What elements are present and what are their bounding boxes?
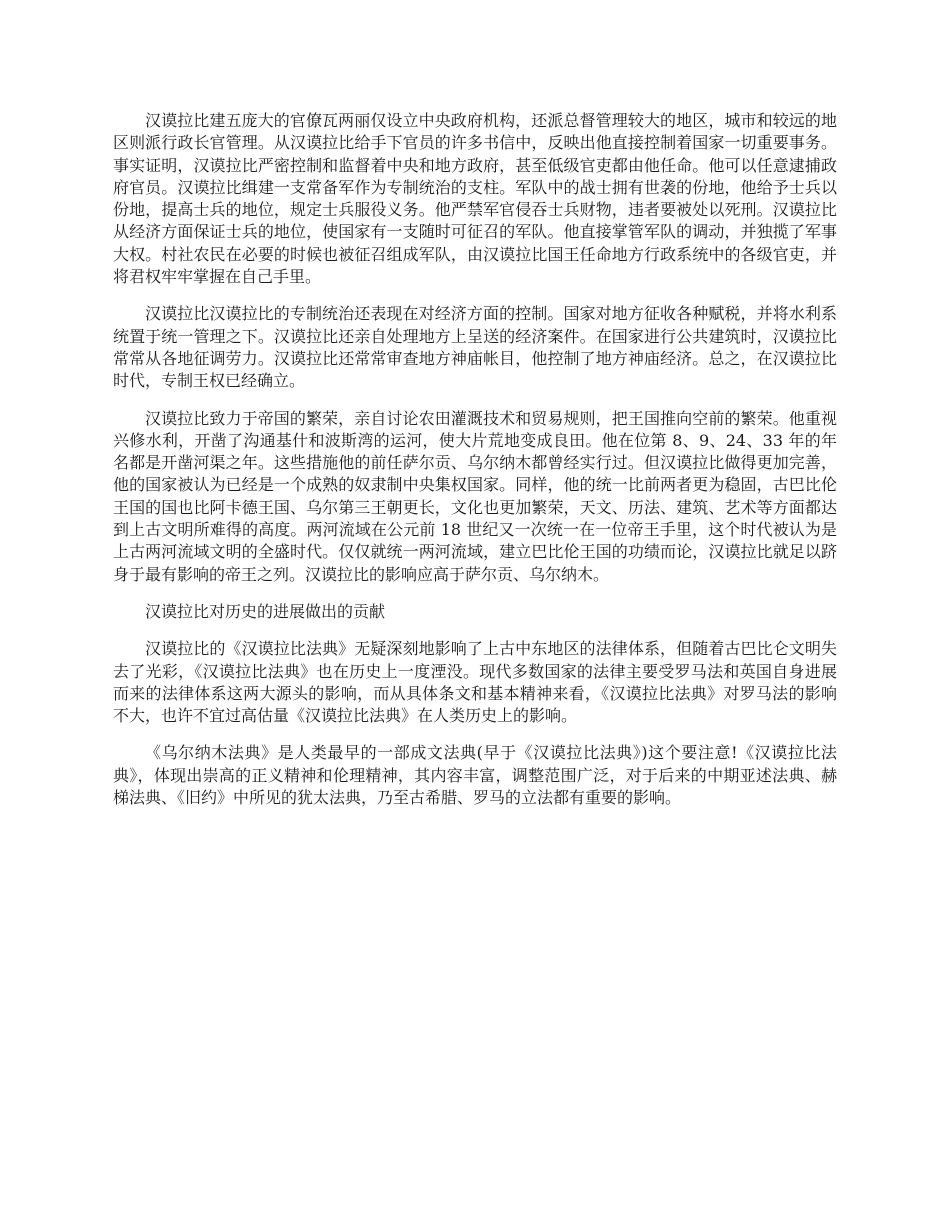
paragraph-ur-nammu-code: 《乌尔纳木法典》是人类最早的一部成文法典(早于《汉谟拉比法典》)这个要注意!《汉谟拉比法典》，体现出崇高的正义精神和伦理精神，其内容丰富，调整范围广泛，对于后来的中期亚述法典、赫梯法典、《旧约》中所见的犹太法典，乃至古希腊、罗马的立法都有重要的影响。	[113, 743, 837, 808]
paragraph-code-influence: 汉谟拉比的《汉谟拉比法典》无疑深刻地影响了上古中东地区的法律体系，但随着古巴比仑文明失去了光彩，《汉谟拉比法典》也在历史上一度湮没。现代多数国家的法律主要受罗马法和英国自身进展而来的法律体系这两大源头的影响，而从具体条文和基本精神来看，《汉谟拉比法典》对罗马法的影响不大，也许不宜过高估量《汉谟拉比法典》在人类历史上的影响。	[113, 639, 837, 726]
paragraph-prosperity: 汉谟拉比致力于帝国的繁荣，亲自讨论农田灌溉技术和贸易规则，把王国推向空前的繁荣。他重视兴修水利，开凿了沟通基什和波斯湾的运河，使大片荒地变成良田。他在位第 8、9、24、33 年的年名都是开凿河渠之年。这些措施他的前任萨尔贡、乌尔纳木都曾经实行过。但汉谟拉比做得更加完善，他的国家被认为已经是一个成熟的奴隶制中央集权国家。同样，他的统一比前两者更为稳固，古巴比伦王国的国也比阿卡德王国、乌尔第三王朝更长，文化也更加繁荣，天文、历法、建筑、艺术等方面都达到上古文明所难得的高度。两河流域在公元前 18 世纪又一次统一在一位帝王手里，这个时代被认为是上古两河流域文明的全盛时代。仅仅就统一两河流域，建立巴比伦王国的功绩而论，汉谟拉比就足以跻身于最有影响的帝王之列。汉谟拉比的影响应高于萨尔贡、乌尔纳木。	[113, 408, 837, 584]
paragraph-economy: 汉谟拉比汉谟拉比的专制统治还表现在对经济方面的控制。国家对地方征收各种赋税，并将水利系统置于统一管理之下。汉谟拉比还亲自处理地方上呈送的经济案件。在国家进行公共建筑时，汉谟拉比常常从各地征调劳力。汉谟拉比还常常审查地方神庙帐目，他控制了地方神庙经济。总之，在汉谟拉比时代，专制王权已经确立。	[113, 304, 837, 391]
section-heading-contributions: 汉谟拉比对历史的进展做出的贡献	[145, 601, 386, 621]
document-page	[113, 110, 837, 824]
paragraph-administration: 汉谟拉比建五庞大的官僚瓦两丽仅设立中央政府机构，还派总督管理较大的地区，城市和较远的地区则派行政长官管理。从汉谟拉比给手下官员的许多书信中，反映出他直接控制着国家一切重要事务。事实证明，汉谟拉比严密控制和监督着中央和地方政府，甚至低级官吏都由他任命。他可以任意逮捕政府官员。汉谟拉比缉建一支常备军作为专制统治的支柱。军队中的战士拥有世袭的份地，他给予士兵以份地，提高士兵的地位，规定士兵服役义务。他严禁军官侵吞士兵财物，违者要被处以死刑。汉谟拉比从经济方面保证士兵的地位，使国家有一支随时可征召的军队。他直接掌管军队的调动，并独揽了军事大权。村社农民在必要的时候也被征召组成军队，由汉谟拉比国王任命地方行政系统中的各级官吏，并将君权牢牢掌握在自己手里。	[113, 111, 837, 287]
